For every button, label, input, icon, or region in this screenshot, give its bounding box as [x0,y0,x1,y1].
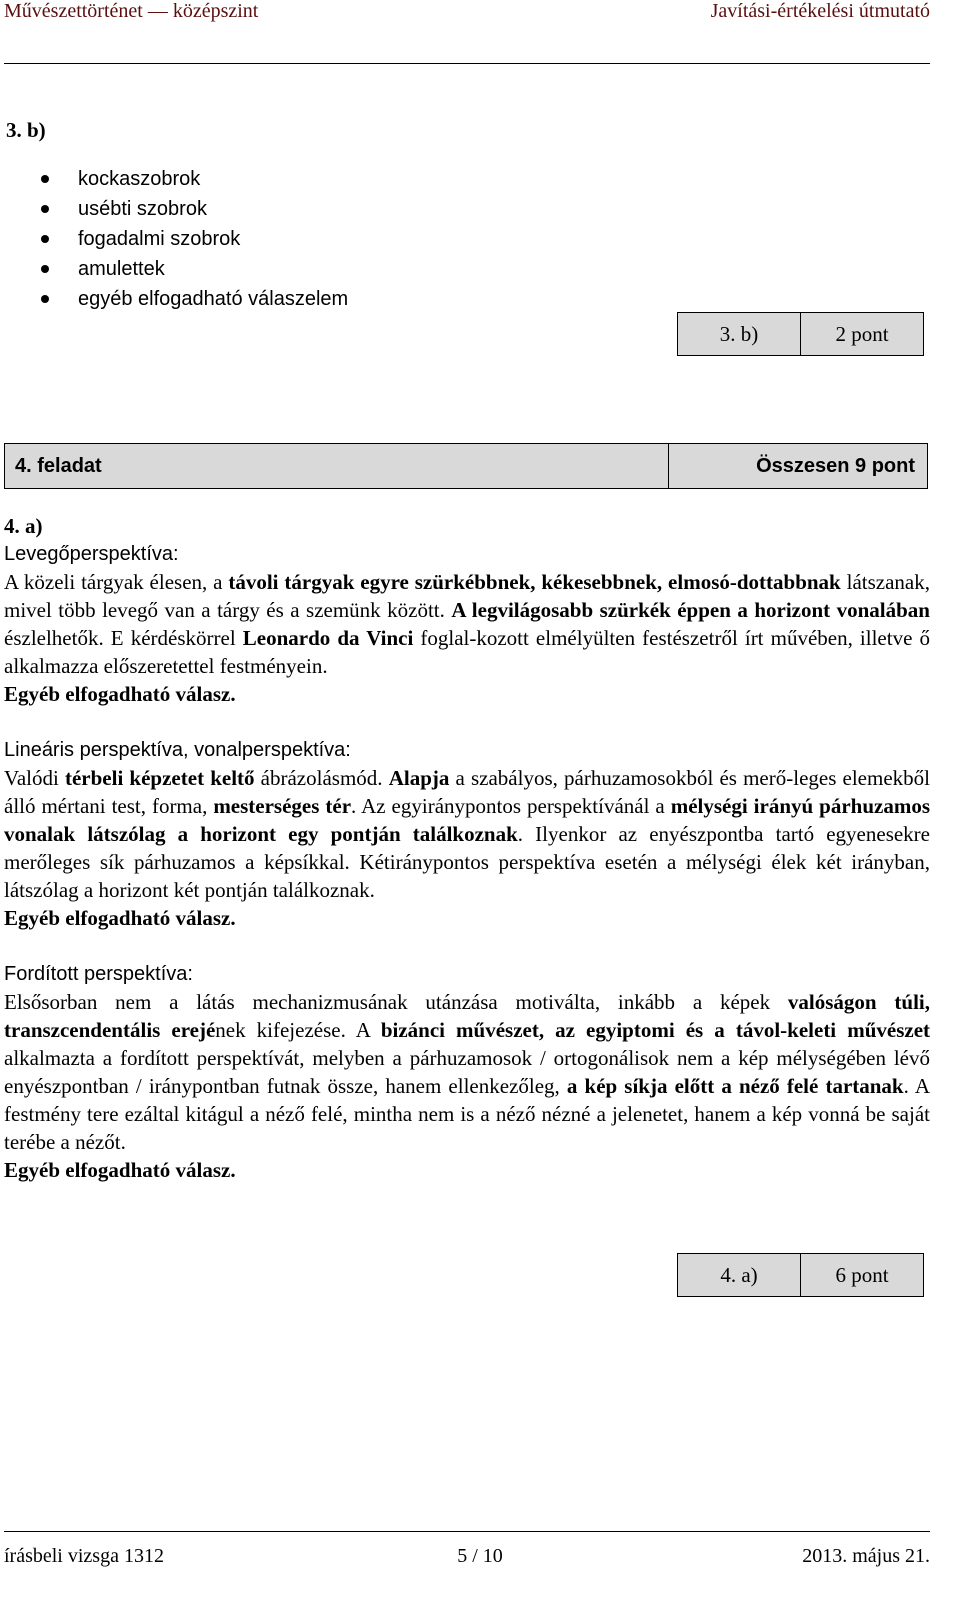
bullet-icon [41,205,49,213]
list-item: usébti szobrok [0,194,348,224]
task-4-header [4,443,928,489]
linear-perspective-text: Valódi térbeli képzetet keltő ábrázolásmód. Alapja a szabályos, párhuzamosokból és merő-leges elemekből álló mértani test, forma, mesterséges tér. Az egyiránypontos perspektívánál a mélységi irányú párhuzamos vonalak látszólag a horizont egy pontján találkoznak. Ilyenkor az enyészpontba tartó egyenesekre merőleges sík párhuzamos a képsíkkal. Kétiránypontos perspektíva esetén a mélységi élek két irányban, látszólag a horizont két pontján találkoznak. [4,766,930,902]
other-answer-note: Egyéb elfogadható válasz. [4,906,236,930]
subtask-label: 4. a) [4,514,43,538]
footer-date: 2013. május 21. [802,1545,930,1567]
header-doc-type: Javítási-értékelési útmutató [710,0,930,22]
bullet-icon [41,265,49,273]
other-answer-note: Egyéb elfogadható válasz. [4,682,236,706]
score-box-4a [677,1253,924,1297]
header-subject: Művészettörténet — középszint [4,0,259,22]
air-perspective-text: A közeli tárgyak élesen, a távoli tárgyak egyre szürkébbnek, kékesebbnek, elmosó-dottabbnak látszanak, mivel több levegő van a tárgy és a szemünk között. A legvilágosabb szürkék éppen a horizont vonalában észlelhetők. E kérdéskörrel Leonardo da Vinci foglal-kozott elmélyülten festészetről írt művében, illetve ő alkalmazza előszeretettel festményein. [4,570,931,678]
linear-perspective-heading: Lineáris perspektíva, vonalperspektíva: [4,739,351,761]
score-points: 6 pont [800,1254,923,1296]
task-title: 4. feladat [5,444,669,488]
bullet-icon [41,295,49,303]
other-answer-note: Egyéb elfogadható válasz. [4,1158,236,1182]
score-label: 4. a) [720,1262,758,1287]
reverse-perspective-heading: Fordított perspektíva: [4,963,193,985]
bullet-icon [41,235,49,243]
score-label: 3. b) [719,321,759,346]
section-3b-label: 3. b) [6,118,46,142]
reverse-perspective-text: Elsősorban nem a látás mechanizmusának utánzása motiválta, inkább a képek valóságon túli, transzcendentális erejének kifejezése. A bizánci művészet, az egyiptomi és a távol-keleti művészet alkalmazta a fordított perspektívát, melyben a párhuzamosok / ortogonálisok nem a kép mélységében lévő enyészpontban / iránypontban futnak össze, hanem ellenkezőleg, a kép síkja előtt a néző felé tartanak. A festmény tere ezáltal kitágul a néző felé, mintha nem is a néző nézné a jelenetet, hanem a kép vonná be saját terébe a nézőt. [4,990,931,1154]
score-points: 2 pont [800,313,923,355]
answer-list-3b [0,164,348,314]
list-item: amulettek [0,254,348,284]
task-total: Összesen 9 pont [756,454,915,477]
header-divider [4,63,930,64]
footer-exam-code: írásbeli vizsga 1312 [4,1545,164,1567]
footer-page-number: 5 / 10 [457,1545,503,1567]
footer-divider [4,1531,930,1532]
list-item: egyéb elfogadható válaszelem [0,284,348,314]
list-item: kockaszobrok [0,164,348,194]
score-box-3b [677,312,924,356]
task-4a-body [4,512,930,1184]
list-item: fogadalmi szobrok [0,224,348,254]
bullet-icon [41,175,49,183]
air-perspective-heading: Levegőperspektíva: [4,543,179,565]
